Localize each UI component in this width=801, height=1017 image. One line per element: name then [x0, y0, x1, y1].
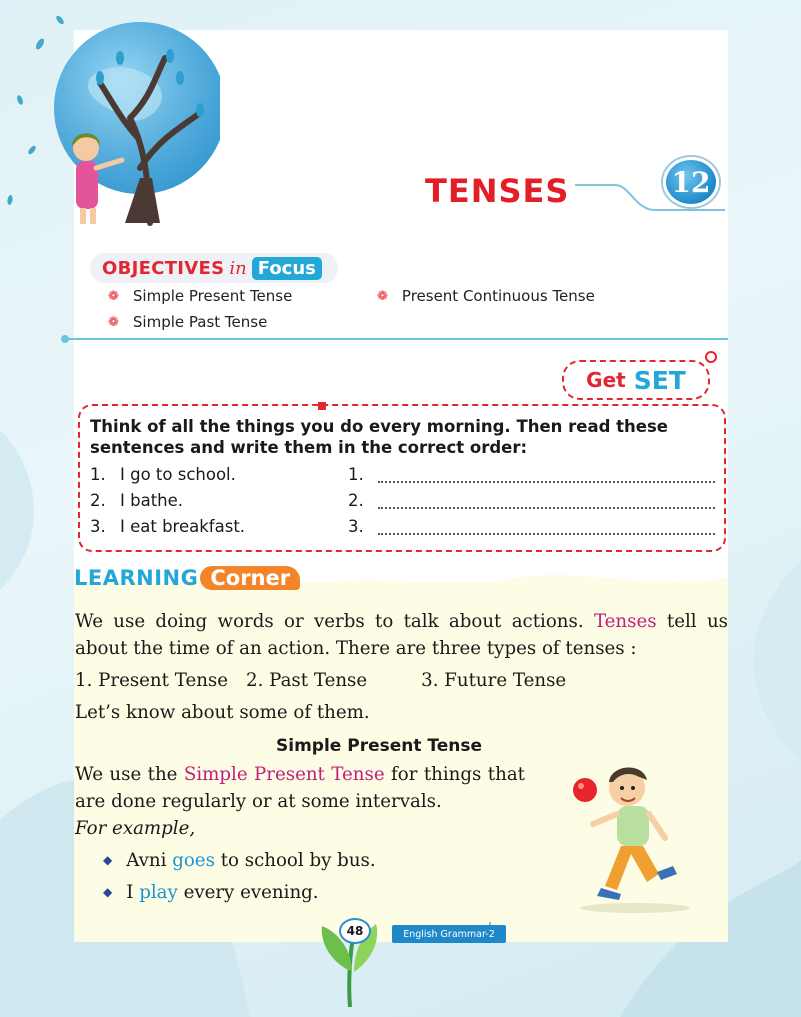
sentence-number: 1. [90, 465, 106, 484]
example-label: For example, [75, 818, 196, 839]
simple-present-highlight: Simple Present Tense [183, 764, 385, 785]
divider-dot [61, 335, 69, 343]
answer-number: 2. [348, 491, 364, 510]
simple-present-description: We use the Simple Present Tense for things that are done regularly or at some intervals. [75, 764, 525, 812]
simple-present-heading: Simple Present Tense [276, 736, 483, 756]
get-set-circle [705, 351, 717, 363]
flower-bullet-icon: ❁ [108, 314, 119, 330]
diamond-bullet-icon: ◆ [103, 853, 113, 867]
get-set-label: Get SET [562, 360, 710, 400]
example-item: ◆ I play every evening. [103, 882, 319, 903]
flower-bullet-icon: ❁ [377, 288, 388, 304]
lets-know-text: Let’s know about some of them. [75, 702, 370, 723]
sentence-text: I bathe. [120, 491, 184, 510]
activity-instruction: Think of all the things you do every morning. Then read these sentences and write them in the correct order: [90, 417, 668, 457]
answer-number: 3. [348, 517, 364, 536]
objective-item: ❁ Simple Present Tense [108, 287, 293, 305]
learning-intro: We use doing words or verbs to talk about actions. Tenses tell us about the time of an action. There are three types of tenses : [75, 611, 728, 659]
sentence-text: I go to school. [120, 465, 236, 484]
objective-item: ❁ Present Continuous Tense [377, 287, 595, 305]
answer-line[interactable] [378, 533, 715, 535]
tense-types: 1. Present Tense 2. Past Tense 3. Future Tense [75, 670, 567, 691]
flower-bullet-icon: ❁ [108, 288, 119, 304]
objectives-focus: Focus [252, 257, 322, 280]
diamond-bullet-icon: ◆ [103, 885, 113, 899]
globe-tree-illustration [30, 18, 220, 233]
tenses-highlight: Tenses [593, 611, 657, 632]
answer-line[interactable] [378, 507, 715, 509]
objectives-in: in [229, 257, 247, 279]
task-box-marker [318, 402, 326, 410]
objectives-word: OBJECTIVES [102, 257, 225, 279]
sentence-number: 3. [90, 517, 106, 536]
chapter-number-badge: 12 [663, 157, 719, 207]
sentence-number: 2. [90, 491, 106, 510]
answer-line[interactable] [378, 481, 715, 483]
sentence-text: I eat breakfast. [120, 517, 246, 536]
page-number: 48 [339, 918, 371, 944]
example-item: ◆ Avni goes to school by bus. [103, 850, 376, 871]
answer-number: 1. [348, 465, 364, 484]
objectives-divider [64, 338, 728, 340]
book-title-tag: English Grammar-2 [392, 925, 506, 943]
learning-corner-logo: LEARNING Corner [74, 566, 300, 590]
chapter-title: TENSES [425, 172, 570, 210]
objectives-banner [90, 253, 338, 283]
objective-item: ❁ Simple Past Tense [108, 313, 268, 331]
boy-playing-ball-illustration [565, 758, 695, 913]
